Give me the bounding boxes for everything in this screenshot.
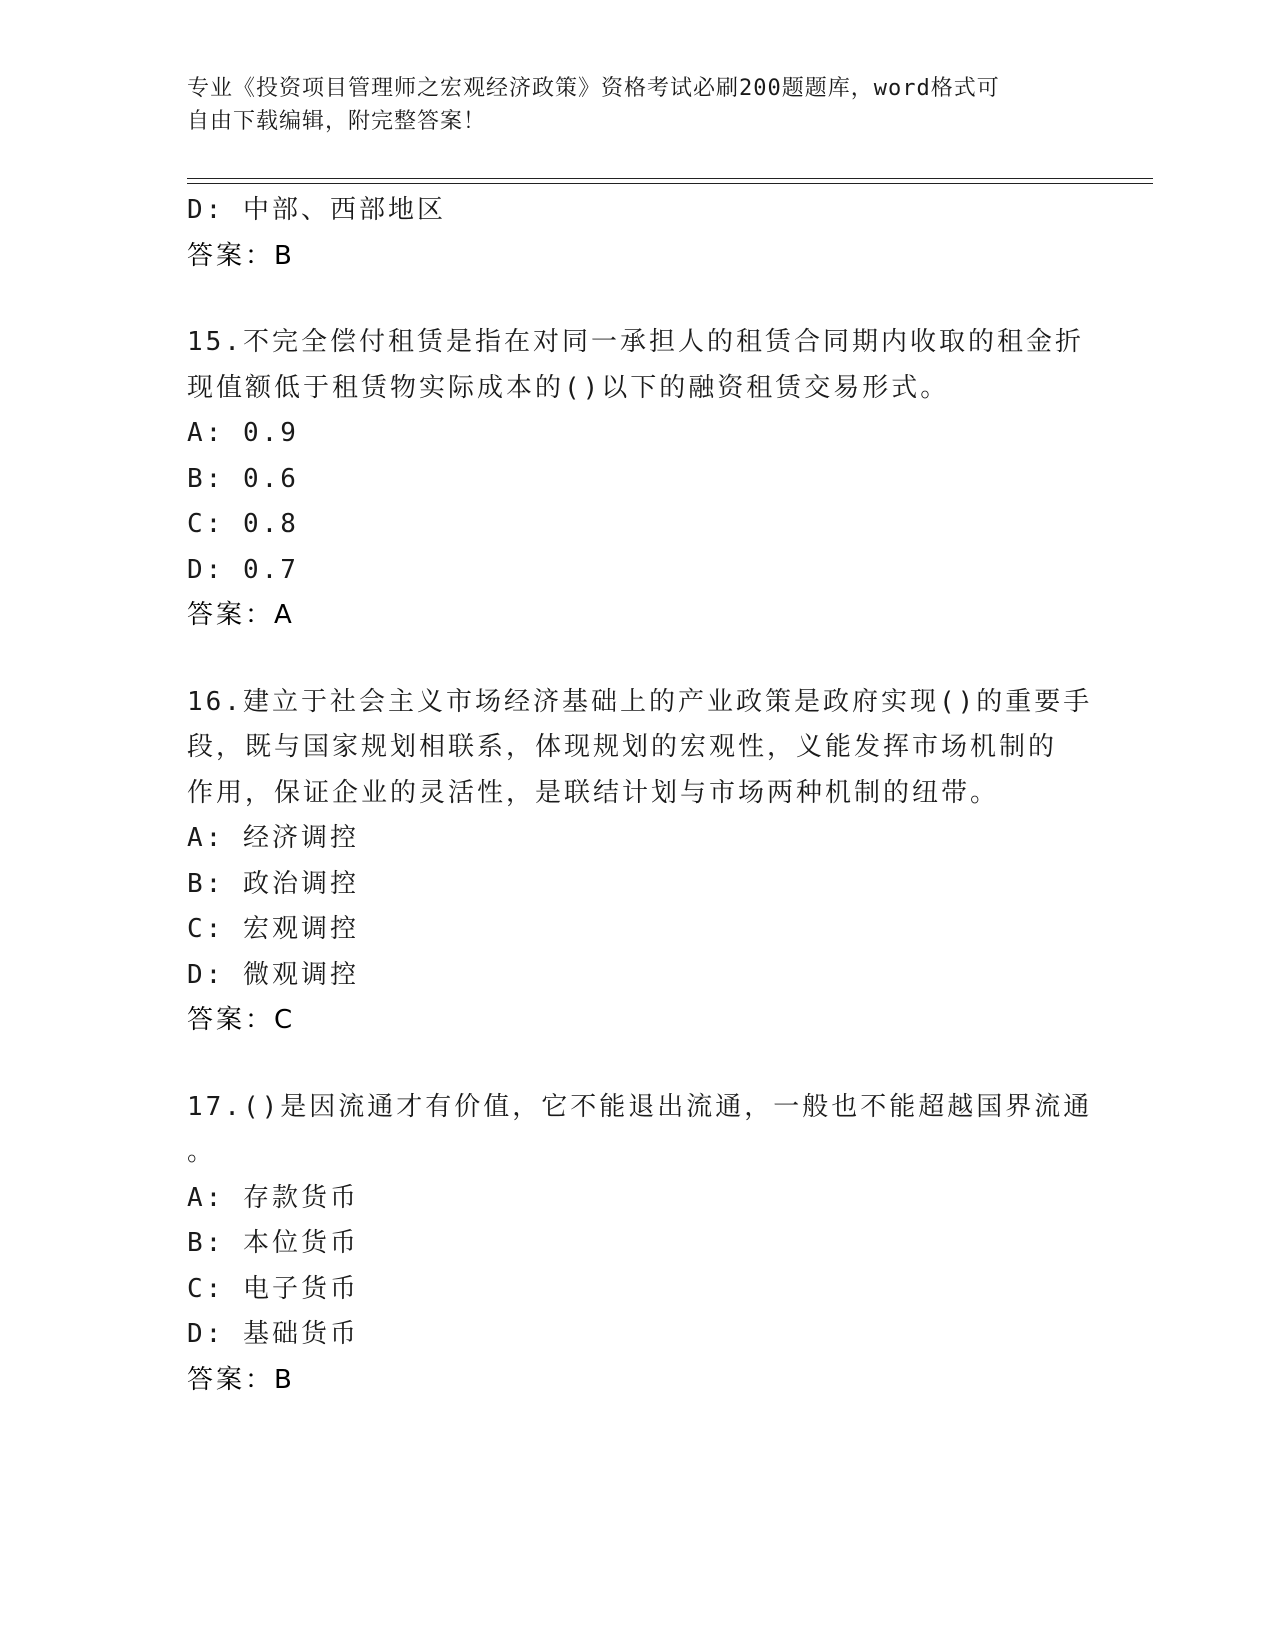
- option-d-fragment: D: 中部、西部地区: [187, 195, 446, 225]
- spacer: [187, 639, 1067, 680]
- option-d: D: 0.7: [187, 554, 299, 585]
- option-c: C: 电子货币: [187, 1273, 359, 1304]
- option-c: C: 0.8: [187, 509, 299, 539]
- option-d: D: 微观调控: [187, 959, 359, 990]
- header-line-2: 自由下载编辑，附完整答案！: [187, 109, 487, 134]
- question-content: [187, 188, 1093, 1403]
- question-17: [187, 1085, 1093, 1404]
- option-a: A: 存款货币: [187, 1182, 359, 1213]
- answer-fragment: 答案：B: [187, 240, 295, 271]
- option-b: B: 政治调控: [187, 868, 359, 899]
- option-b: B: 0.6: [187, 463, 299, 494]
- header-divider-top: [187, 178, 1153, 179]
- option-c: C: 宏观调控: [187, 914, 359, 944]
- answer: 答案：A: [187, 600, 295, 630]
- question-stem-line: 。: [187, 1137, 217, 1167]
- question-stem-line: 段，既与国家规划相联系，体现规划的宏观性，义能发挥市场机制的: [187, 732, 1058, 762]
- option-b: B: 本位货币: [187, 1228, 359, 1258]
- option-a: A: 经济调控: [187, 823, 359, 853]
- spacer: [187, 1044, 1067, 1085]
- header-line-1: 专业《投资项目管理师之宏观经济政策》资格考试必刷200题题库，word格式可: [187, 76, 1000, 101]
- question-15: [187, 320, 1084, 639]
- question-stem-line: 作用，保证企业的灵活性，是联结计划与市场两种机制的纽带。: [187, 777, 1000, 808]
- option-d: D: 基础货币: [187, 1319, 359, 1349]
- answer: 答案：C: [187, 1005, 296, 1035]
- question-16: [187, 680, 1093, 1044]
- question-stem-line: 现值额低于租赁物实际成本的()以下的融资租赁交易形式。: [187, 372, 950, 403]
- page-header: [187, 72, 1067, 138]
- question-stem-line: 16.建立于社会主义市场经济基础上的产业政策是政府实现()的重要手: [187, 686, 1093, 717]
- option-a: A: 0.9: [187, 418, 299, 448]
- header-divider-bottom: [187, 183, 1153, 184]
- question-stem-line: 15.不完全偿付租赁是指在对同一承担人的租赁合同期内收取的租金折: [187, 327, 1084, 357]
- spacer: [187, 279, 1067, 320]
- question-stem-line: 17.()是因流通才有价值，它不能退出流通，一般也不能超越国界流通: [187, 1091, 1093, 1122]
- answer: 答案：B: [187, 1364, 295, 1395]
